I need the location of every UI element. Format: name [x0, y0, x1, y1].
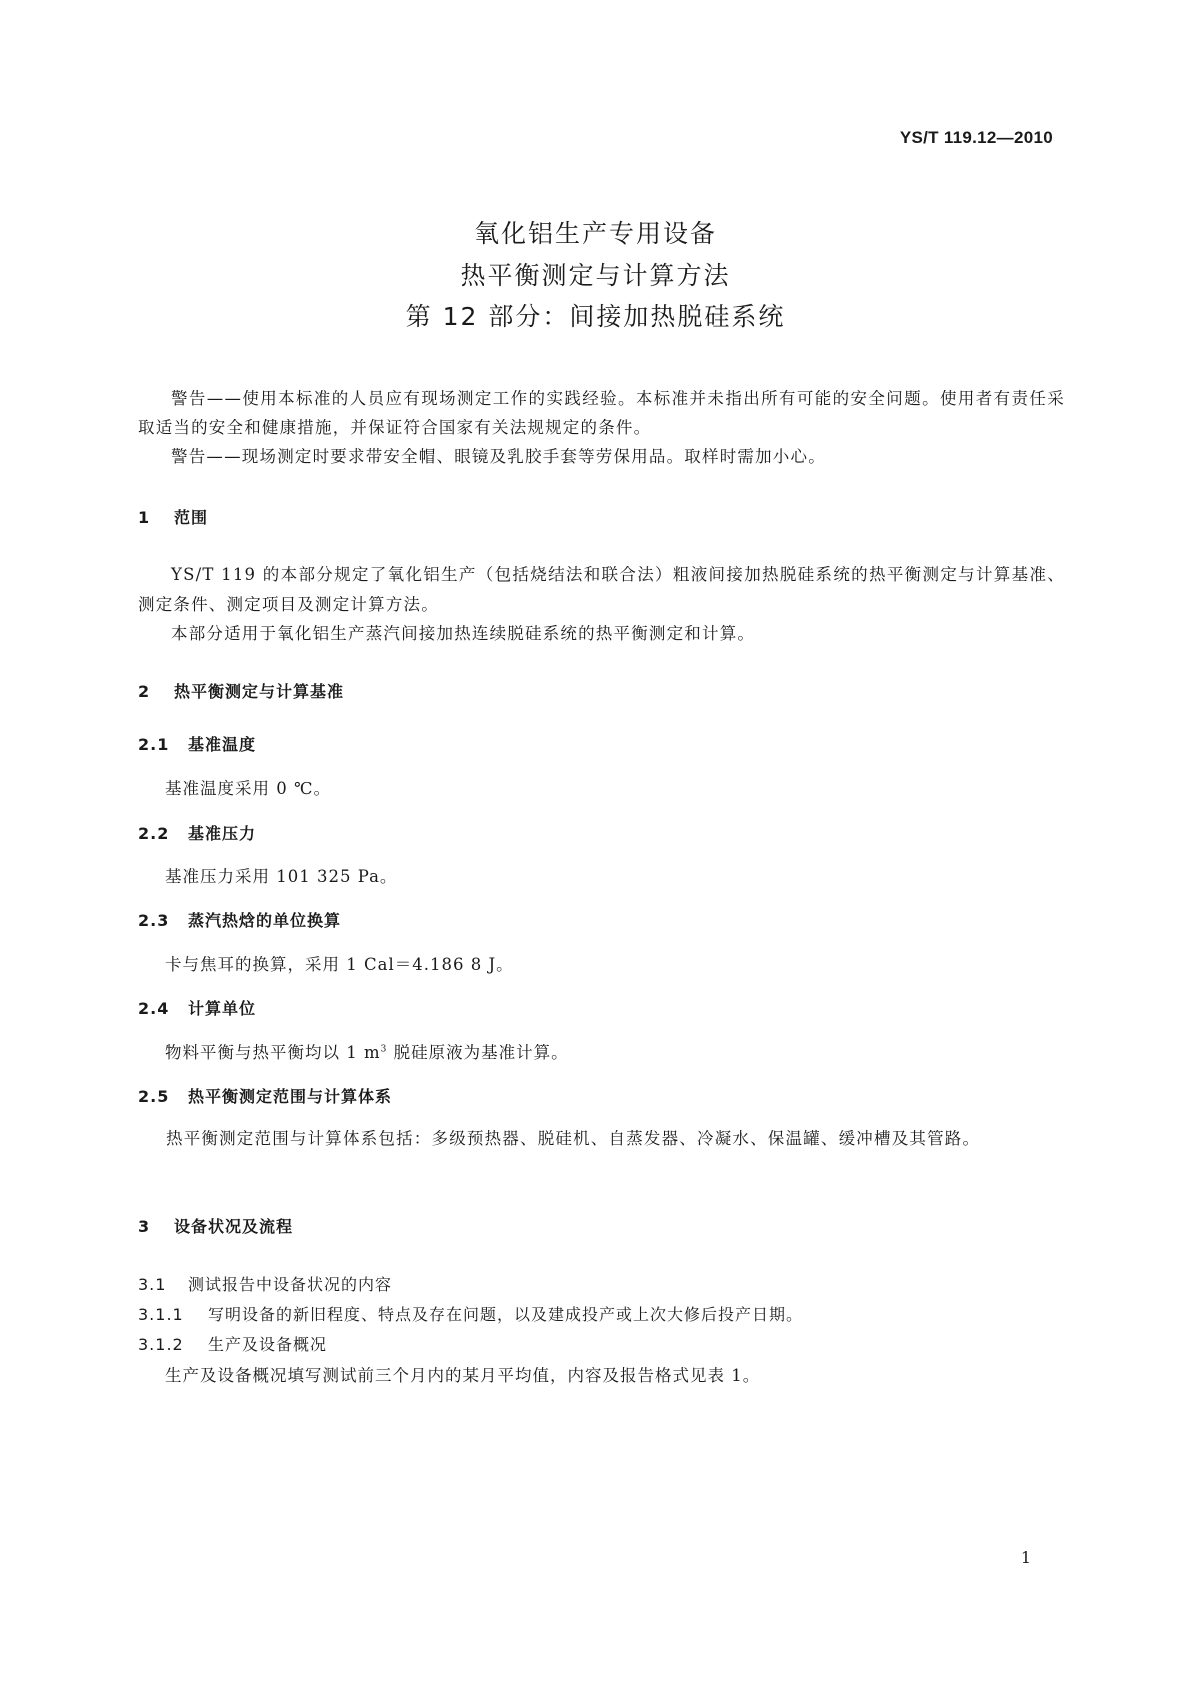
section-3-1-2-heading	[138, 1332, 327, 1355]
section-title: 设备状况及流程	[174, 1217, 294, 1236]
section-1-paragraph-1: YS/T 119 的本部分规定了氧化铝生产（包括烧结法和联合法）粗液间接加热脱硅系统的热平衡测定与计算基准、测定条件、测定项目及测定计算方法。	[138, 565, 1065, 614]
text-part: 物料平衡与热平衡均以 1 m	[165, 1043, 381, 1062]
title-line-2: 热平衡测定与计算方法	[460, 261, 731, 290]
warning-1: 警告——使用本标准的人员应有现场测定工作的实践经验。本标准并未指出所有可能的安全问题。使用者有责任采取适当的安全和健康措施，并保证符合国家有关法规规定的条件。	[138, 389, 1065, 437]
section-title: 范围	[174, 508, 209, 527]
section-title: 蒸汽热焓的单位换算	[188, 911, 342, 930]
section-1-heading	[138, 505, 208, 528]
section-3-heading	[138, 1214, 293, 1237]
title-line-1: 氧化铝生产专用设备	[473, 219, 717, 248]
text-part: 脱硅原液为基准计算。	[387, 1043, 569, 1062]
section-title: 生产及设备概况	[208, 1335, 328, 1354]
section-number: 2.5	[138, 1087, 170, 1106]
warning-2: 警告——现场测定时要求带安全帽、眼镜及乳胶手套等劳保用品。取样时需加小心。	[171, 447, 826, 466]
section-2-2-text: 基准压力采用 101 325 Pa。	[165, 867, 398, 886]
section-title: 热平衡测定范围与计算体系	[188, 1087, 393, 1106]
section-1-paragraph-2: 本部分适用于氧化铝生产蒸汽间接加热连续脱硅系统的热平衡测定和计算。	[171, 624, 756, 643]
section-number: 2.2	[138, 824, 170, 843]
section-number: 3.1	[138, 1275, 167, 1294]
section-title: 测试报告中设备状况的内容	[188, 1275, 393, 1294]
section-number: 3.1.1	[138, 1305, 184, 1324]
section-2-1-heading	[138, 732, 256, 755]
section-2-4-text	[165, 1039, 569, 1063]
section-title: 热平衡测定与计算基准	[174, 682, 345, 701]
section-2-5-text: 热平衡测定范围与计算体系包括：多级预热器、脱硅机、自蒸发器、冷凝水、保温罐、缓冲槽及其管路。	[166, 1129, 981, 1148]
section-number: 2.3	[138, 911, 170, 930]
section-number: 2	[138, 682, 151, 701]
section-3-1-heading	[138, 1272, 392, 1295]
section-title: 基准温度	[188, 735, 257, 754]
section-title: 基准压力	[188, 824, 257, 843]
section-number: 3	[138, 1217, 151, 1236]
document-number: YS/T 119.12—2010	[899, 128, 1053, 147]
section-number: 2.1	[138, 735, 170, 754]
section-text: 写明设备的新旧程度、特点及存在问题，以及建成投产或上次大修后投产日期。	[208, 1305, 804, 1324]
section-2-2-heading	[138, 821, 256, 844]
section-3-1-1	[138, 1302, 803, 1325]
title-line-3: 第 12 部分：间接加热脱硅系统	[405, 302, 786, 331]
section-2-heading	[138, 679, 344, 702]
section-2-1-text: 基准温度采用 0 ℃。	[165, 779, 331, 798]
superscript: 3	[380, 1044, 388, 1055]
section-title: 计算单位	[188, 999, 257, 1018]
section-2-4-heading	[138, 996, 256, 1019]
section-2-5-heading	[138, 1084, 392, 1107]
section-number: 3.1.2	[138, 1335, 184, 1354]
section-2-3-text: 卡与焦耳的换算，采用 1 Cal＝4.186 8 J。	[165, 955, 514, 974]
section-2-3-heading	[138, 908, 341, 931]
section-number: 2.4	[138, 999, 170, 1018]
section-3-1-2-text: 生产及设备概况填写测试前三个月内的某月平均值，内容及报告格式见表 1。	[165, 1366, 761, 1385]
page-number: 1	[1020, 1548, 1031, 1567]
section-number: 1	[138, 508, 151, 527]
